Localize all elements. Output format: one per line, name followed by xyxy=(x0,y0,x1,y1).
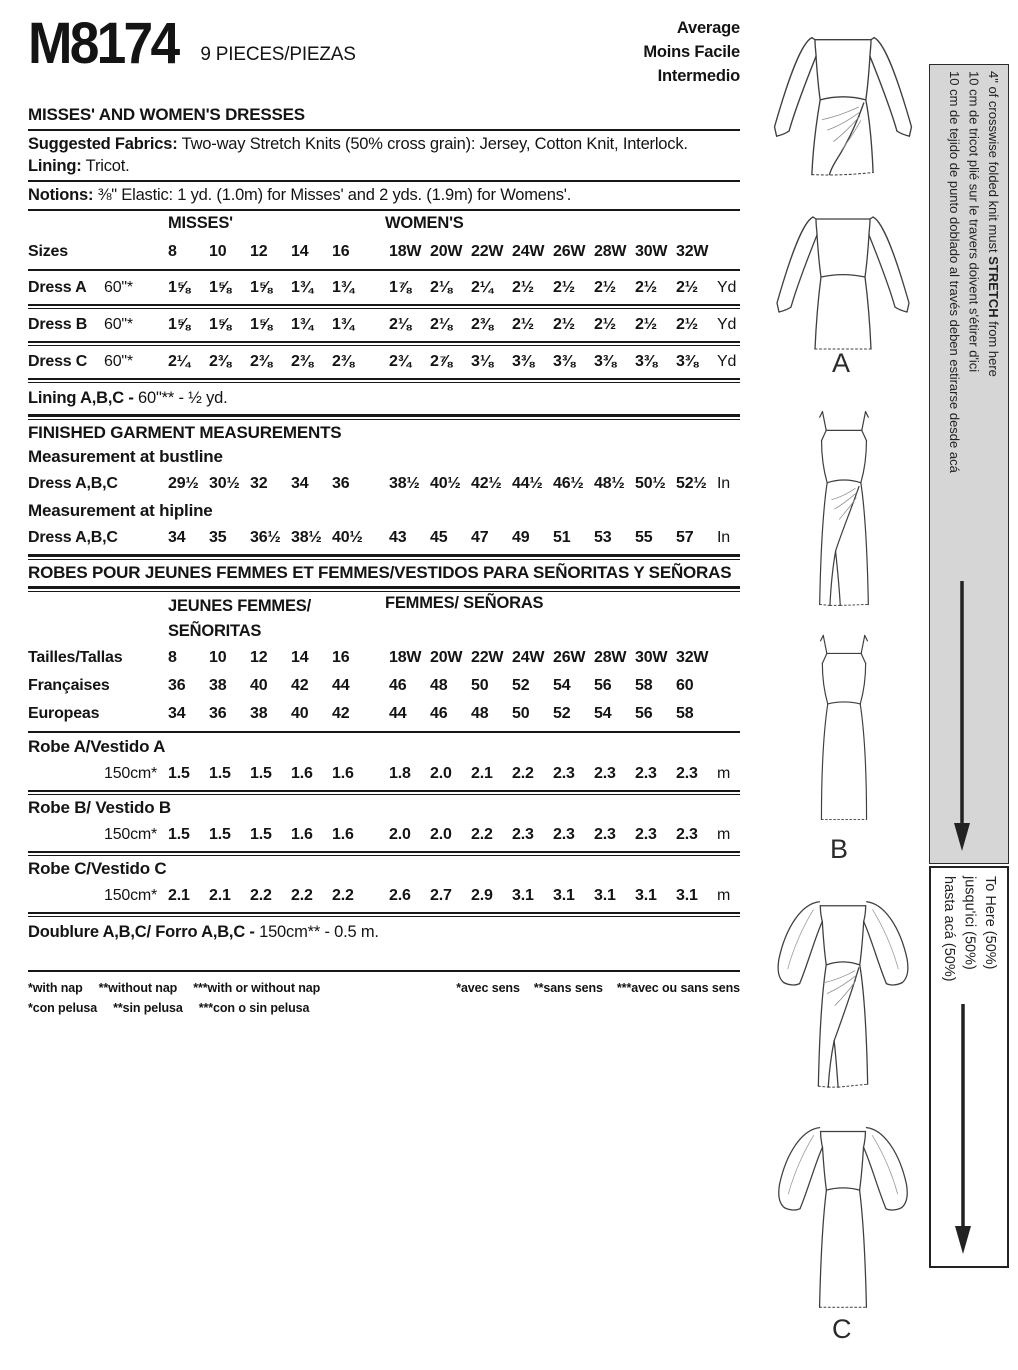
francaises-row-value-11: 58 xyxy=(635,677,653,694)
dress-a-yardage-row-value-5: 1⅞ xyxy=(389,279,411,296)
robe-a-metric-row-value-3: 1.6 xyxy=(291,765,313,782)
group-jeunes-line2: SEÑORITAS xyxy=(168,622,262,640)
robe-b-metric-row xyxy=(28,821,740,849)
europeas-row-label: Europeas xyxy=(28,705,100,722)
difficulty-rating-2: Intermedio xyxy=(657,67,740,85)
bustline-row-value-8: 44½ xyxy=(512,475,543,492)
dress-a-yardage-row-label: Dress A xyxy=(28,279,87,296)
difficulty-rating xyxy=(643,16,740,102)
robe-c-metric-row-value-1: 2.1 xyxy=(209,887,231,904)
dress-a-back-illustration xyxy=(763,200,923,360)
hipline-row-value-11: 55 xyxy=(635,529,653,546)
rule xyxy=(28,304,740,309)
dress-b-yardage-row-width: 60"* xyxy=(104,316,133,333)
sizes-row-value-2: 12 xyxy=(250,243,268,260)
robe-b-metric-row-value-10: 2.3 xyxy=(594,826,616,843)
dress-b-yardage-row-value-1: 1⅝ xyxy=(209,316,231,333)
tailles-row xyxy=(28,644,740,672)
europeas-row-value-4: 42 xyxy=(332,705,350,722)
notions-line xyxy=(28,185,740,206)
footnotes-spanish-1: **sin pelusa xyxy=(113,1001,183,1015)
stretch-keyword: STRETCH xyxy=(986,256,1001,318)
dress-a-yardage-row-value-8: 2½ xyxy=(512,279,534,296)
robe-c-metric-row xyxy=(28,882,740,910)
footnotes xyxy=(28,978,740,1018)
europeas-row-value-10: 54 xyxy=(594,705,612,722)
dress-a-yardage-row-value-2: 1⅝ xyxy=(250,279,272,296)
hipline-row-value-6: 45 xyxy=(430,529,448,546)
rule xyxy=(28,209,740,211)
bustline-label: Measurement at bustline xyxy=(28,447,223,466)
bustline-row-value-5: 38½ xyxy=(389,475,420,492)
bustline-row xyxy=(28,470,740,498)
robe-b-metric-row-value-2: 1.5 xyxy=(250,826,272,843)
sizes-row-value-0: 8 xyxy=(168,243,177,260)
europeas-row xyxy=(28,700,740,728)
francaises-row-value-4: 44 xyxy=(332,677,350,694)
dress-c-back-illustration xyxy=(760,1112,926,1317)
sizes-row-value-10: 28W xyxy=(594,243,627,260)
robe-b-metric-row-value-4: 1.6 xyxy=(332,826,354,843)
robe-b-metric-row-value-9: 2.3 xyxy=(553,826,575,843)
stretch-line-pre: 4" of crosswise folded knit must xyxy=(986,71,1001,257)
spacer xyxy=(28,947,740,967)
dress-c-yardage-row-label: Dress C xyxy=(28,353,88,370)
tailles-row-value-1: 10 xyxy=(209,649,227,666)
dress-a-yardage-row-unit: Yd xyxy=(717,279,737,296)
dress-b-front-illustration xyxy=(788,406,900,626)
dress-b-yardage-row-value-9: 2½ xyxy=(553,316,575,333)
to-here-text-0: To Here (50%) xyxy=(982,876,998,970)
hipline-row-label: Dress A,B,C xyxy=(28,529,118,546)
robe-a-metric-row-value-6: 2.0 xyxy=(430,765,452,782)
dress-b-yardage-row-value-6: 2⅛ xyxy=(430,316,452,333)
robe-a-metric-row-width: 150cm* xyxy=(104,765,158,782)
dress-c-yardage-row-unit: Yd xyxy=(717,353,737,370)
robe-b-metric-row-value-12: 2.3 xyxy=(676,826,698,843)
bustline-row-value-1: 30½ xyxy=(209,475,240,492)
suggested-fabrics-text: Two-way Stretch Knits (50% cross grain): Jersey, Cotton Knit, Interlock. xyxy=(177,135,688,153)
dress-c-yardage-row-value-2: 2⅜ xyxy=(250,353,272,370)
robe-a-metric-row-value-0: 1.5 xyxy=(168,765,190,782)
rule xyxy=(28,378,740,383)
finished-measurements-title: FINISHED GARMENT MEASUREMENTS xyxy=(28,423,342,442)
robe-a-metric-row-value-2: 1.5 xyxy=(250,765,272,782)
robe-c-metric-row-value-12: 3.1 xyxy=(676,887,698,904)
dress-a-yardage-row-value-6: 2⅛ xyxy=(430,279,452,296)
sizes-row-value-5: 18W xyxy=(389,243,422,260)
bustline-row-value-2: 32 xyxy=(250,475,268,492)
robe-a-metric-row-value-10: 2.3 xyxy=(594,765,616,782)
dress-a-yardage-row-value-3: 1¾ xyxy=(291,279,313,296)
view-c-label: C xyxy=(832,1314,852,1344)
europeas-row-value-0: 34 xyxy=(168,705,186,722)
footnotes-english-0: *with nap xyxy=(28,981,83,995)
robe-b-metric-row-width: 150cm* xyxy=(104,826,158,843)
bustline-row-value-7: 42½ xyxy=(471,475,502,492)
sizes-row xyxy=(28,238,740,266)
dress-c-yardage-row-value-5: 2¾ xyxy=(389,353,411,370)
europeas-row-value-8: 50 xyxy=(512,705,530,722)
sizes-row-label: Sizes xyxy=(28,243,68,260)
robe-c-metric-row-value-8: 3.1 xyxy=(512,887,534,904)
europeas-row-value-12: 58 xyxy=(676,705,694,722)
dress-a-yardage-row-value-9: 2½ xyxy=(553,279,575,296)
hipline-label: Measurement at hipline xyxy=(28,501,213,520)
tailles-row-value-10: 28W xyxy=(594,649,627,666)
francaises-row-label: Françaises xyxy=(28,677,110,694)
dress-c-yardage-row-value-3: 2⅜ xyxy=(291,353,313,370)
footnotes-spanish xyxy=(28,998,336,1018)
lining-note-label: Lining A,B,C - xyxy=(28,389,139,407)
francaises-row-value-12: 60 xyxy=(676,677,694,694)
pieces-count: 9 PIECES/PIEZAS xyxy=(200,44,356,65)
suggested-fabrics-line xyxy=(28,134,740,155)
rule xyxy=(28,912,740,917)
robe-c-metric-row-value-6: 2.7 xyxy=(430,887,452,904)
tailles-row-value-2: 12 xyxy=(250,649,268,666)
hipline-row-value-4: 40½ xyxy=(332,529,363,546)
robe-a-metric-row-value-12: 2.3 xyxy=(676,765,698,782)
dress-b-yardage-row-value-4: 1¾ xyxy=(332,316,354,333)
robe-c-metric-row-unit: m xyxy=(717,887,731,904)
europeas-row-value-6: 46 xyxy=(430,705,448,722)
lining-label: Lining: xyxy=(28,157,82,175)
europeas-row-value-5: 44 xyxy=(389,705,407,722)
sizes-row-value-8: 24W xyxy=(512,243,545,260)
europeas-row-value-1: 36 xyxy=(209,705,227,722)
group-jeunes-line1: JEUNES FEMMES/ xyxy=(168,597,311,615)
footnotes-spanish-0: *con pelusa xyxy=(28,1001,98,1015)
footnotes-french-2: ***avec ou sans sens xyxy=(616,981,740,995)
hipline-row-value-7: 47 xyxy=(471,529,489,546)
header xyxy=(28,0,740,102)
to-here-text xyxy=(939,876,1001,982)
bustline-row-value-3: 34 xyxy=(291,475,309,492)
dress-c-yardage-row-value-1: 2⅜ xyxy=(209,353,231,370)
francaises-row-value-7: 50 xyxy=(471,677,489,694)
sizes-row-value-1: 10 xyxy=(209,243,227,260)
brand-block xyxy=(28,11,356,102)
hipline-row-value-12: 57 xyxy=(676,529,694,546)
dress-c-yardage-row-value-6: 2⅞ xyxy=(430,353,452,370)
footnotes-french-0: *avec sens xyxy=(456,981,520,995)
dress-b-yardage-row-value-7: 2⅜ xyxy=(471,316,493,333)
view-b-label: B xyxy=(830,834,849,864)
rule xyxy=(28,269,740,271)
rule xyxy=(28,586,740,592)
dress-c-yardage-row-value-0: 2¼ xyxy=(168,353,190,370)
footnotes-left xyxy=(28,978,336,1018)
robe-a-metric-row-value-1: 1.5 xyxy=(209,765,231,782)
metric-group-headers xyxy=(28,594,740,644)
down-arrow-icon xyxy=(951,581,973,853)
stretch-gauge-box xyxy=(929,64,1009,864)
hipline-row-value-8: 49 xyxy=(512,529,530,546)
robe-a-metric-row-value-9: 2.3 xyxy=(553,765,575,782)
robe-b-metric-row-value-0: 1.5 xyxy=(168,826,190,843)
stretch-gauge-text xyxy=(945,71,1004,473)
dress-a-yardage-row-value-11: 2½ xyxy=(635,279,657,296)
hipline-row-unit: In xyxy=(717,529,730,546)
dress-c-yardage-row-value-8: 3⅜ xyxy=(512,353,534,370)
robe-c-metric-row-value-11: 3.1 xyxy=(635,887,657,904)
dress-b-yardage-row-value-3: 1¾ xyxy=(291,316,313,333)
footnotes-english-1: **without nap xyxy=(98,981,178,995)
tailles-row-value-0: 8 xyxy=(168,649,177,666)
doublure-label: Doublure A,B,C/ Forro A,B,C - xyxy=(28,923,260,941)
robe-b-metric-row-unit: m xyxy=(717,826,731,843)
francaises-row-value-10: 56 xyxy=(594,677,612,694)
robe-a-metric-row-value-7: 2.1 xyxy=(471,765,493,782)
robe-a-metric-row-unit: m xyxy=(717,765,731,782)
bustline-row-label: Dress A,B,C xyxy=(28,475,118,492)
dress-b-yardage-row-value-11: 2½ xyxy=(635,316,657,333)
europeas-row-value-7: 48 xyxy=(471,705,489,722)
page-title: MISSES' AND WOMEN'S DRESSES xyxy=(28,105,305,124)
rule xyxy=(28,731,740,733)
stretch-line-post: from here xyxy=(986,317,1001,377)
robe-c-metric-row-value-9: 3.1 xyxy=(553,887,575,904)
dress-b-back-illustration xyxy=(788,630,900,842)
robe-b-metric-row-value-7: 2.2 xyxy=(471,826,493,843)
dress-c-yardage-row-value-10: 3⅜ xyxy=(594,353,616,370)
bustline-row-value-9: 46½ xyxy=(553,475,584,492)
robe-c-title: Robe C/Vestido C xyxy=(28,859,167,878)
dress-c-yardage-row-value-4: 2⅜ xyxy=(332,353,354,370)
europeas-row-value-3: 40 xyxy=(291,705,309,722)
rule xyxy=(28,970,740,972)
rule xyxy=(28,414,740,420)
robe-a-title: Robe A/Vestido A xyxy=(28,737,166,756)
francaises-row-value-3: 42 xyxy=(291,677,309,694)
stretch-line-spanish: 10 cm de tejido de punto doblado al través deben estirarse desde acá xyxy=(947,71,962,473)
hipline-row-value-1: 35 xyxy=(209,529,227,546)
robe-a-metric-row-value-8: 2.2 xyxy=(512,765,534,782)
robe-b-metric-row-value-5: 2.0 xyxy=(389,826,411,843)
doublure-note xyxy=(28,919,740,946)
robe-c-metric-row-value-3: 2.2 xyxy=(291,887,313,904)
bustline-row-value-12: 52½ xyxy=(676,475,707,492)
robe-a-metric-row-value-4: 1.6 xyxy=(332,765,354,782)
sizes-row-value-6: 20W xyxy=(430,243,463,260)
french-section-title: ROBES POUR JEUNES FEMMES ET FEMMES/VESTIDOS PARA SEÑORITAS Y SEÑORAS xyxy=(28,563,732,582)
rule xyxy=(28,180,740,182)
footnotes-spanish-2: ***con o sin pelusa xyxy=(198,1001,310,1015)
dress-b-yardage-row xyxy=(28,311,740,339)
sizes-row-value-12: 32W xyxy=(676,243,709,260)
francaises-row-value-1: 38 xyxy=(209,677,227,694)
group-femmes-senoras: FEMMES/ SEÑORAS xyxy=(385,594,544,612)
group-misses: MISSES' xyxy=(168,214,233,232)
rule xyxy=(28,790,740,795)
dress-c-yardage-row-value-11: 3⅜ xyxy=(635,353,657,370)
robe-c-metric-row-value-10: 3.1 xyxy=(594,887,616,904)
rule xyxy=(28,129,740,131)
tailles-row-value-3: 14 xyxy=(291,649,309,666)
bustline-row-value-10: 48½ xyxy=(594,475,625,492)
sizes-row-value-7: 22W xyxy=(471,243,504,260)
dress-a-yardage-row-value-1: 1⅝ xyxy=(209,279,231,296)
robe-a-metric-row-value-11: 2.3 xyxy=(635,765,657,782)
dress-b-yardage-row-value-8: 2½ xyxy=(512,316,534,333)
tailles-row-label: Tailles/Tallas xyxy=(28,649,123,666)
robe-c-metric-row-width: 150cm* xyxy=(104,887,158,904)
dress-b-yardage-row-value-0: 1⅝ xyxy=(168,316,190,333)
francaises-row-value-2: 40 xyxy=(250,677,268,694)
dress-c-front-illustration xyxy=(760,886,926,1098)
rule xyxy=(28,341,740,346)
francaises-row-value-0: 36 xyxy=(168,677,186,694)
tailles-row-value-9: 26W xyxy=(553,649,586,666)
down-arrow-icon xyxy=(952,1004,974,1256)
suggested-fabrics-label: Suggested Fabrics: xyxy=(28,135,178,153)
europeas-row-value-11: 56 xyxy=(635,705,653,722)
robe-c-metric-row-value-4: 2.2 xyxy=(332,887,354,904)
dress-a-yardage-row-value-7: 2¼ xyxy=(471,279,493,296)
hipline-row-value-3: 38½ xyxy=(291,529,322,546)
francaises-row-value-9: 54 xyxy=(553,677,571,694)
to-here-gauge-box xyxy=(929,866,1009,1268)
tailles-row-value-5: 18W xyxy=(389,649,422,666)
footnotes-right xyxy=(442,978,740,1018)
europeas-row-value-2: 38 xyxy=(250,705,268,722)
robe-c-metric-row-value-5: 2.6 xyxy=(389,887,411,904)
notions-text: ⅜" Elastic: 1 yd. (1.0m) for Misses' and 2 yds. (1.9m) for Womens'. xyxy=(93,186,572,204)
francaises-row-value-5: 46 xyxy=(389,677,407,694)
dress-b-yardage-row-value-5: 2⅛ xyxy=(389,316,411,333)
dress-a-yardage-row-value-0: 1⅝ xyxy=(168,279,190,296)
bustline-row-unit: In xyxy=(717,475,730,492)
francaises-row xyxy=(28,672,740,700)
doublure-text: 150cm** - 0.5 m. xyxy=(259,923,379,941)
robe-c-metric-row-value-2: 2.2 xyxy=(250,887,272,904)
view-a-label: A xyxy=(832,348,851,378)
sizes-row-value-4: 16 xyxy=(332,243,350,260)
robe-a-metric-row-value-5: 1.8 xyxy=(389,765,411,782)
tailles-row-value-11: 30W xyxy=(635,649,668,666)
dress-a-yardage-row-width: 60"* xyxy=(104,279,133,296)
bustline-row-value-4: 36 xyxy=(332,475,350,492)
difficulty-rating-1: Moins Facile xyxy=(643,43,740,61)
lining-line xyxy=(28,156,740,177)
hipline-row-value-10: 53 xyxy=(594,529,612,546)
robe-a-metric-row xyxy=(28,760,740,788)
robe-b-title: Robe B/ Vestido B xyxy=(28,798,172,817)
lining-note xyxy=(28,385,740,412)
dress-a-yardage-row-value-12: 2½ xyxy=(676,279,698,296)
hipline-row-value-0: 34 xyxy=(168,529,186,546)
to-here-text-1: jusqu'ici (50%) xyxy=(961,876,978,970)
robe-b-metric-row-value-3: 1.6 xyxy=(291,826,313,843)
stretch-line-french: 10 cm de tricot plié sur le travers doivent s'étirer d'ici xyxy=(966,71,982,373)
tailles-row-value-8: 24W xyxy=(512,649,545,666)
dress-b-yardage-row-label: Dress B xyxy=(28,316,88,333)
dress-a-front-illustration xyxy=(760,20,926,186)
francaises-row-value-8: 52 xyxy=(512,677,530,694)
robe-b-metric-row-value-8: 2.3 xyxy=(512,826,534,843)
pattern-number: M8174 xyxy=(28,11,178,76)
dress-b-yardage-row-value-2: 1⅝ xyxy=(250,316,272,333)
dress-c-yardage-row xyxy=(28,348,740,376)
lining-note-text: 60"** - ½ yd. xyxy=(138,389,228,407)
bustline-row-value-6: 40½ xyxy=(430,475,461,492)
bustline-row-value-0: 29½ xyxy=(168,475,199,492)
hipline-row-value-9: 51 xyxy=(553,529,571,546)
dress-c-yardage-row-width: 60"* xyxy=(104,353,133,370)
notions-label: Notions: xyxy=(28,186,94,204)
dress-a-yardage-row-value-10: 2½ xyxy=(594,279,616,296)
hipline-row xyxy=(28,524,740,552)
dress-c-yardage-row-value-7: 3⅛ xyxy=(471,353,493,370)
hipline-row-value-5: 43 xyxy=(389,529,407,546)
robe-b-metric-row-value-11: 2.3 xyxy=(635,826,657,843)
francaises-row-value-6: 48 xyxy=(430,677,448,694)
dress-c-yardage-row-value-9: 3⅜ xyxy=(553,353,575,370)
pattern-info-panel xyxy=(28,0,740,1018)
dress-b-yardage-row-value-12: 2½ xyxy=(676,316,698,333)
tailles-row-value-6: 20W xyxy=(430,649,463,666)
group-jeunes-femmes xyxy=(168,594,311,644)
group-womens: WOMEN'S xyxy=(385,214,464,232)
bustline-row-value-11: 50½ xyxy=(635,475,666,492)
dress-b-yardage-row-unit: Yd xyxy=(717,316,737,333)
tailles-row-value-12: 32W xyxy=(676,649,709,666)
robe-c-metric-row-value-7: 2.9 xyxy=(471,887,493,904)
europeas-row-value-9: 52 xyxy=(553,705,571,722)
robe-c-metric-row-value-0: 2.1 xyxy=(168,887,190,904)
dress-b-yardage-row-value-10: 2½ xyxy=(594,316,616,333)
robe-b-metric-row-value-6: 2.0 xyxy=(430,826,452,843)
footnotes-french-1: **sans sens xyxy=(533,981,603,995)
stretch-line-english xyxy=(984,71,1004,473)
hipline-row-value-2: 36½ xyxy=(250,529,281,546)
difficulty-rating-0: Average xyxy=(676,19,740,37)
sizes-row-value-11: 30W xyxy=(635,243,668,260)
footnotes-english-2: ***with or without nap xyxy=(193,981,321,995)
tailles-row-value-7: 22W xyxy=(471,649,504,666)
dress-c-yardage-row-value-12: 3⅜ xyxy=(676,353,698,370)
robe-b-metric-row-value-1: 1.5 xyxy=(209,826,231,843)
sizes-row-value-9: 26W xyxy=(553,243,586,260)
rule xyxy=(28,851,740,856)
footnotes-french xyxy=(442,978,740,998)
to-here-text-2: hasta acá (50%) xyxy=(941,876,957,982)
rule xyxy=(28,554,740,560)
dress-a-yardage-row xyxy=(28,274,740,302)
tailles-row-value-4: 16 xyxy=(332,649,350,666)
yardage-group-headers xyxy=(28,214,740,238)
sizes-row-value-3: 14 xyxy=(291,243,309,260)
footnotes-english xyxy=(28,978,336,998)
lining-text: Tricot. xyxy=(81,157,130,175)
dress-a-yardage-row-value-4: 1¾ xyxy=(332,279,354,296)
